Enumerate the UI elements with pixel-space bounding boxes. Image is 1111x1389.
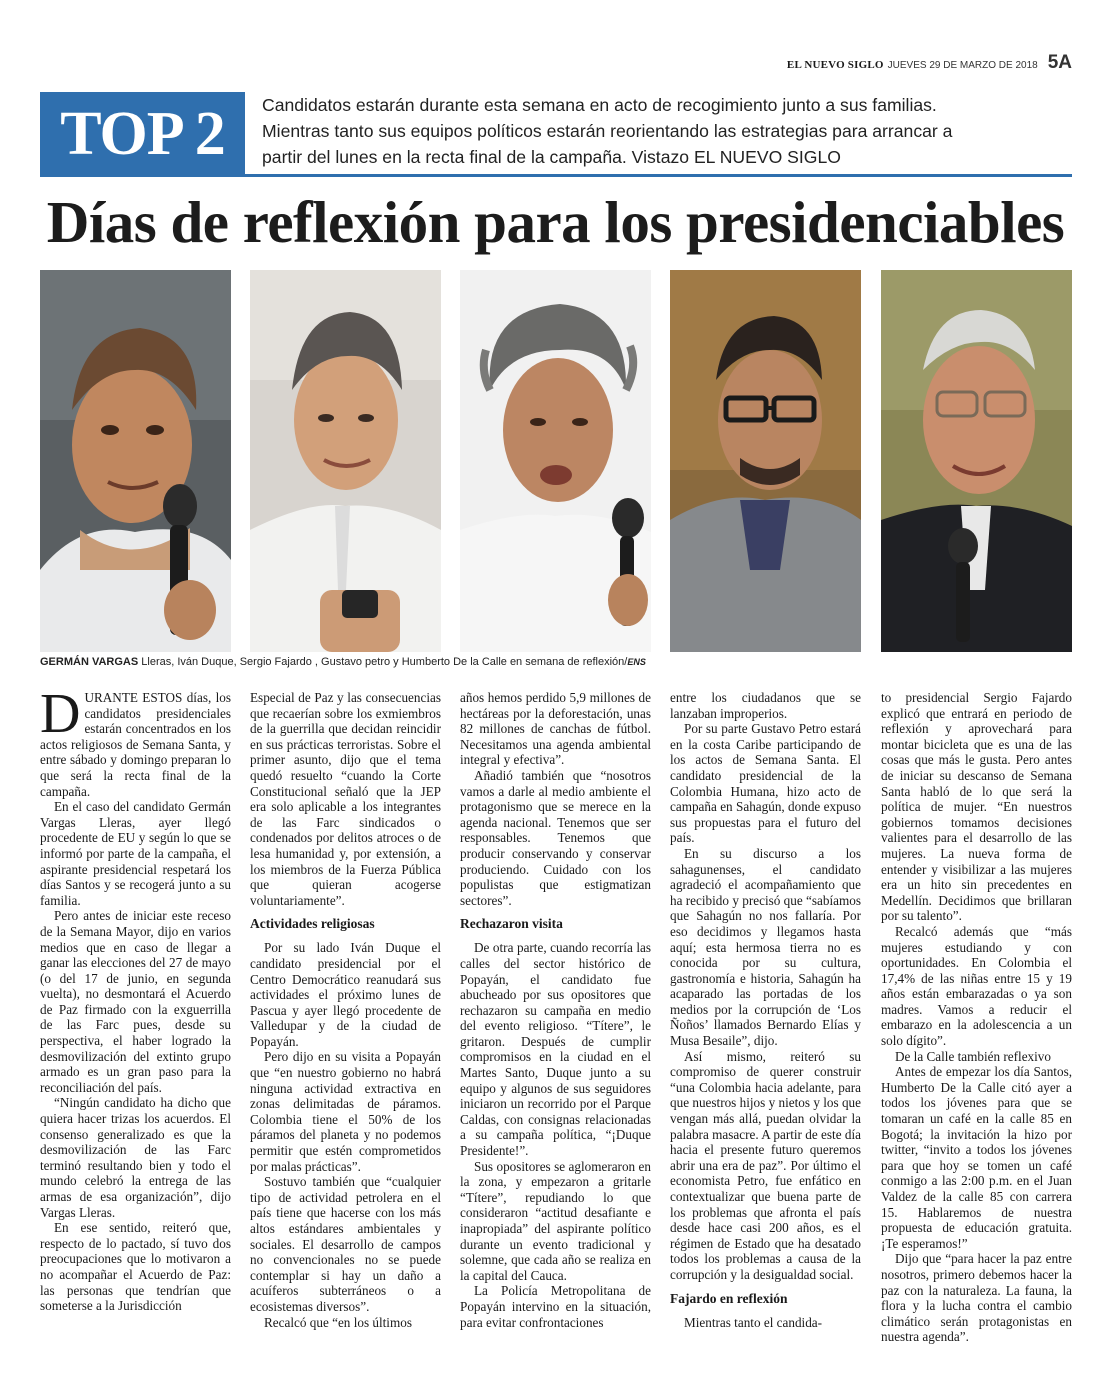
photo-gustavo-petro [670,270,861,652]
article-paragraph: Así mismo, reiteró su compromiso de querer construir “una Colombia hacia adelante, para que nuestros hijos y nietos y los que vengan más allá, puedan olvidar la palabra masacre. A partir de este día hacia el presente futuro queremos abrir una era de paz”. Por último el economista Petro, fue enfático en contextualizar que buena parte de los problemas que afronta el país desde hace casi 200 años, es el régimen de Estado que ha desatado todos los problemas a causa de la corrupción y la desigualdad social. [670,1048,861,1282]
subheading: Fajardo en reflexión [670,1290,788,1306]
article-paragraph: De la Calle también reflexivo [895,1048,1051,1064]
article-paragraph: años hemos perdido 5,9 millones de hectáreas por la deforestación, unas 82 millones de canchas de fútbol. Necesitamos una agenda ambiental integral y efectiva”. [460,690,651,768]
article-column-4 [670,690,861,1330]
article-paragraph: Especial de Paz y las consecuencias que recaerían sobre los exmiembros de la guerrilla que decidan reincidir en sus prácticas terroristas. Sobre el primer asunto, dijo que el tema quedó resuelto “cuando la Corte Constitucional señaló que la JEP era solo aplicable a los integrantes de las Farc sindicados o condenados por delitos atroces o de lesa humanidad y, por extensión, a los miembros de la Fuerza Pública que quieran acogerse voluntariamente”. [250,690,441,908]
issue-date: JUEVES 29 DE MARZO DE 2018 [887,60,1038,71]
article-paragraph: Por su parte Gustavo Petro estará en la costa Caribe participando de los actos de Semana Santa. El candidato presidencial de la Colombia Humana, hizo acto de campaña en Sahagún, donde expuso sus propuestas para el futuro del país. [670,721,861,846]
article-paragraph [40,683,231,799]
article-paragraph: Por su lado Iván Duque el candidato presidencial por el Centro Democrático reanudará sus actividades el próximo lunes de Pascua y ayer llegó procedente de Valledupar y de la ciudad de Popayán. [250,940,441,1049]
intro-line: partir del lunes en la recta final de la campaña. Vistazo EL NUEVO SIGLO [262,147,841,167]
drop-cap: D [40,683,81,745]
article-paragraph: Recalcó que “en los últimos [264,1314,412,1330]
photo-ivan-duque [250,270,441,652]
article-paragraph: Pero dijo en su visita a Popayán que “en nuestro gobierno no habrá ninguna actividad extractiva en zonas delimitadas de páramos. Colombia tiene el 50% de los páramos del planeta y no podemos permitir que estén comprometidos por malas prácticas”. [250,1049,441,1174]
article-paragraph: En el caso del candidato Germán Vargas Lleras, ayer llegó procedente de EU y según lo que se informó por parte de la campaña, el aspirante presidencial respetará los días Santos y se recogerá junto a su familia. [40,799,231,908]
article-paragraph: Mientras tanto el candida- [684,1314,823,1330]
caption-lead: GERMÁN VARGAS [40,656,139,668]
page-number: 5A [1047,52,1072,73]
photo-credit: ENS [627,657,646,667]
masthead [786,52,1072,74]
photo-german-vargas [40,270,231,652]
article-paragraph: Recalcó además que “más mujeres estudiando y con oportunidades. En Colombia el 17,4% de las niñas entre 15 y 19 años están embarazadas o ya son madres. Vamos a reducir el embarazo en la adolescencia a un solo dígito”. [881,923,1072,1049]
article-paragraph: En ese sentido, reiteró que, respecto de lo pactado, sí tuvo dos preocupaciones que lo motivaron a no acompañar el Acuerdo de Paz: las personas que tendrían que someterse a la Jurisdicción [40,1220,231,1314]
article-paragraph: Añadió también que “nosotros vamos a darle al medio ambiente el protagonismo que se merece en la agenda nacional. Tenemos que ser responsables. Tenemos que producir conservando y conservar produciendo. Cuidado con los populistas que estigmatizan sectores”. [460,767,651,908]
article-paragraph: La Policía Metropolitana de Popayán intervino en la situación, para evitar confrontaciones [460,1283,651,1330]
section-badge: TOP 2 [40,92,245,176]
article-paragraph: De otra parte, cuando recorría las calles del sector histórico de Popayán, el candidato fue abucheado por sus opositores que rechazaron su campaña en medio del evento religioso. “Títere”, le gritaron. Después de cumplir compromisos en la ciudad en el Martes Santo, Duque junto a su equipo y algunos de sus seguidores iniciaron un recorrido por el Parque Caldas, con consignas relacionadas a su campaña política, “¡Duque Presidente!”. [460,940,651,1159]
caption-text: Lleras, Iván Duque, Sergio Fajardo , Gustavo petro y Humberto De la Calle en semana de reflexión/ [138,656,628,668]
subheading: Rechazaron visita [460,916,563,932]
photo-caption [40,656,1072,668]
article-paragraph: to presidencial Sergio Fajardo explicó que entrará en periodo de reflexión y aprovechará para montar bicicleta que es una de las cosas que más le gusta. Pero antes de iniciar su descanso de Semana Santa habló de lo que será la política de mujer. “En nuestros gobiernos tomamos decisiones valientes para el desarrollo de las mujeres. La nueva forma de entender y visibilizar a las mujeres era un hito sin precedentes en Medellín. Decidimos que brillaran por su talento”. [881,690,1072,924]
photo-sergio-fajardo [460,270,651,652]
article-paragraph: En su discurso a los sahagunenses, el candidato agradeció el acompañamiento que ha recibido y precisó que “sabíamos que Sahagún no nos fallaría. Por eso decidimos y llegamos hasta aquí; esta hermosa tierra no es conocida por su cultura, gastronomía e historia, Sahagún ha acaparado las portadas de los medios por la corrupción de ‘Los Ñoños’ llamados Bernardo Elías y Musa Besaile”, dijo. [670,845,861,1049]
header-rule [40,174,1072,177]
article-paragraph: Pero antes de iniciar este receso de la Semana Mayor, dijo en varios medios que en caso de llegar a ganar las elecciones del 27 de mayo (o del 17 de junio, en segunda vuelta), no desmontará el Acuerdo de Paz firmado con la exguerrilla de las Farc pues, desde su perspectiva, el haber logrado la desmovilización del extinto grupo armado es un gran paso para la reconciliación del país. [40,908,231,1095]
article-column-5 [881,690,1072,1345]
article-paragraph: entre los ciudadanos que se lanzaban improperios. [670,690,861,721]
intro-line: Mientras tanto sus equipos políticos estarán reorientando las estrategias para arrancar a [262,121,953,141]
lead-text: días, los candidatos presidenciales estarán concentrados en los actos religiosos de Semana Santa, y entre sábado y domingo preparan lo que será la recta final de la campaña. [40,690,231,799]
article-paragraph: Sus opositores se aglomeraron en la zona, y empezaron a gritarle “Títere”, repudiando lo que consideraron “actitud desafiante e inapropiada” del aspirante político durante un evento tradicional y solemne, que cada año se realiza en la capital del Cauca. [460,1158,651,1283]
article-column-1 [40,683,231,1314]
newspaper-name: EL NUEVO SIGLO [786,59,884,71]
photo-humberto-de-la-calle [881,270,1072,652]
headline: Días de reflexión para los presidenciables [46,189,1065,255]
lead-caps: URANTE ESTOS [84,690,183,705]
article-paragraph: “Ningún candidato ha dicho que quiera hacer trizas los acuerdos. El consenso generalizado es que la desmovilización de las Farc terminó resultando bien y todo el mundo celebró la entrega de las armas de esa organización”, dijo Vargas Lleras. [40,1095,231,1220]
article-column-2 [250,690,441,1330]
article-paragraph: Antes de empezar los día Santos, Humberto De la Calle citó ayer a todos los jóvenes para que se tomaran un café en la calle 85 en Bogotá; la invitación la hizo por twitter, “invito a todos los jóvenes para que hoy se tomen un café conmigo a las 2:00 p.m. en el Juan Valdez de la calle 85 con carrera 15. Hablaremos de nuestra propuesta de educación gratuita. ¡Te esperamos!” [881,1064,1072,1251]
article-paragraph: Sostuvo también que “cualquier tipo de actividad petrolera en el país tiene que hacerse con los más altos estándares ambientales y sociales. El desarrollo de campos no convencionales no se puede contemplar si hay un daño a acuíferos subterráneos o a ecosistemas diversos”. [250,1174,441,1314]
intro-text [262,92,1072,170]
article-column-3 [460,690,651,1330]
article-paragraph: Dijo que “para hacer la paz entre nosotros, primero debemos hacer la paz con la naturaleza. La fauna, la flora y la lucha contra el cambio climático serán protagonistas en nuestra agenda”. [881,1251,1072,1345]
intro-line: Candidatos estarán durante esta semana en acto de recogimiento junto a sus familias. [262,95,937,115]
subheading: Actividades religiosas [250,916,375,932]
candidate-photos [40,270,1072,652]
